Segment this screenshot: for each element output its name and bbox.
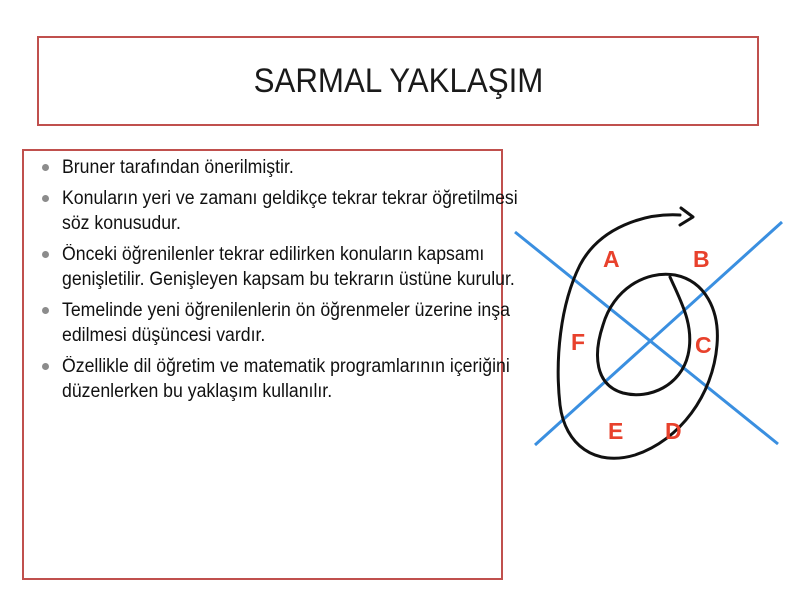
- label-d: D: [665, 418, 682, 444]
- label-b: B: [693, 246, 710, 272]
- content-box: [22, 149, 518, 580]
- bullet-icon: [42, 363, 49, 370]
- bullet-text: Özellikle dil öğretim ve matematik programlarının içeriğini düzenlerken bu yaklaşım kullanılır.: [62, 356, 510, 402]
- bullet-icon: [42, 307, 49, 314]
- title-box: [37, 36, 759, 126]
- bullet-item: [40, 298, 510, 348]
- bullet-item: [40, 354, 510, 404]
- spiral-arrow-head: [680, 208, 693, 225]
- bullet-text: Temelinde yeni öğrenilenlerin ön öğrenmeler üzerine inşa edilmesi düşüncesi vardır.: [62, 300, 510, 346]
- bullet-icon: [42, 164, 49, 171]
- bullet-item: [40, 186, 518, 236]
- bullet-text: Önceki öğrenilenler tekrar edilirken konuların kapsamı genişletilir. Genişleyen kapsam bu tekrarın üstüne kurulur.: [62, 244, 515, 290]
- diagonal-line-1: [515, 232, 778, 444]
- slide-title: SARMAL YAKLAŞIM: [253, 61, 543, 100]
- label-f: F: [571, 329, 586, 355]
- bullet-text: Konuların yeri ve zamanı geldikçe tekrar tekrar öğretilmesi söz konusudur.: [62, 188, 518, 234]
- bullet-icon: [42, 251, 49, 258]
- label-a: A: [603, 246, 620, 272]
- bullet-item: [40, 242, 515, 292]
- bullet-icon: [42, 195, 49, 202]
- label-e: E: [608, 418, 624, 444]
- bullet-list: [40, 155, 518, 404]
- label-c: C: [695, 332, 712, 358]
- bullet-text: Bruner tarafından önerilmiştir.: [62, 157, 294, 178]
- bullet-item: [40, 155, 495, 180]
- spiral-diagram: [505, 195, 800, 485]
- spiral-diagram-svg: [505, 195, 800, 485]
